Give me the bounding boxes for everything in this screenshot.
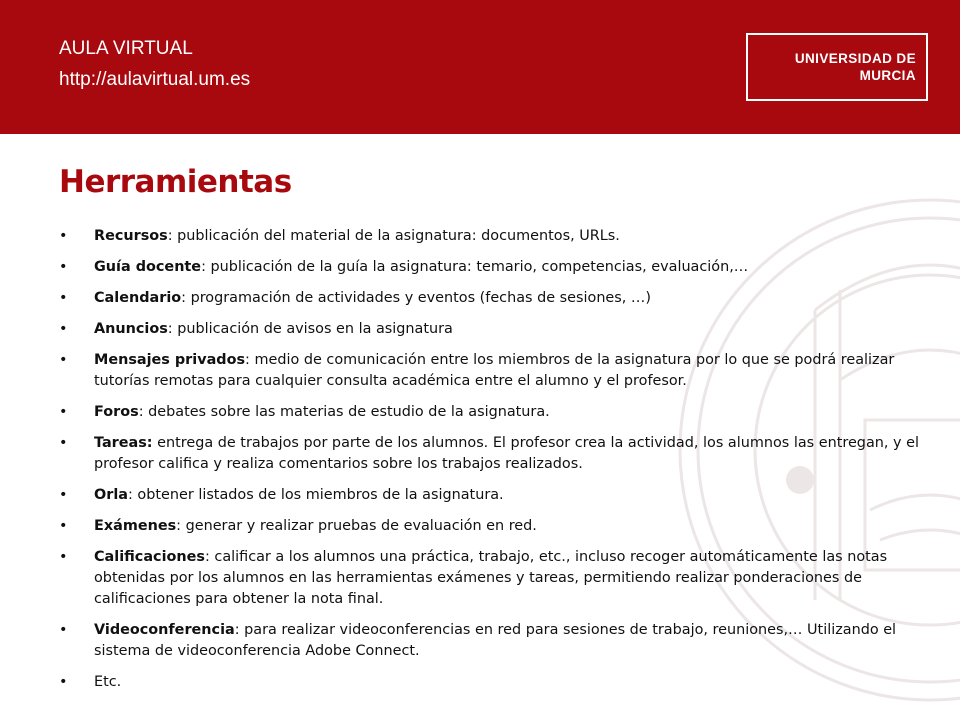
item-term: Orla [94,487,128,503]
item-term: Guía docente [94,259,202,275]
header-url[interactable]: http://aulavirtual.um.es [59,69,251,90]
item-separator: : [245,352,250,368]
item-separator: : [181,290,186,306]
bullet-icon: • [59,549,68,565]
item-separator: : [167,228,173,244]
list-item [58,257,940,278]
list-item [58,620,940,662]
list-item [58,319,940,340]
list-item [58,433,940,475]
item-separator: : [127,487,133,503]
item-term: Anuncios [94,321,168,337]
bullet-icon: • [59,674,68,690]
item-term: Recursos [94,228,168,244]
page-title: Herramientas [59,164,292,200]
list-item [58,288,940,309]
item-separator: : [167,321,173,337]
university-logo [746,33,928,101]
item-separator: : [138,404,144,420]
item-description: publicación de la guía la asignatura: temario, competencias, evaluación,… [205,259,749,275]
bullet-icon: • [59,518,68,534]
list-item [58,485,940,506]
item-separator: : [234,622,240,638]
list-item [58,516,940,537]
item-description: obtener listados de los miembros de la asignatura. [132,487,504,503]
item-separator: : [176,518,182,534]
bullet-icon: • [59,259,68,275]
logo-line-2: MURCIA [859,68,916,83]
list-item [58,350,940,392]
header-banner [0,0,960,134]
item-description: calificar a los alumnos una práctica, trabajo, etc., incluso recoger automáticamente las notas obtenidas por los alumnos en las herramientas exámenes y tareas, permitiendo realizar ponderaciones de calificaciones para obtener la nota final. [94,549,888,607]
item-description: programación de actividades y eventos (fechas de sesiones, …) [186,290,651,306]
item-description: entrega de trabajos por parte de los alumnos. El profesor crea la actividad, los alumnos las entregan, y el profesor califica y realiza comentarios sobre los trabajos realizados. [94,435,919,472]
item-description: Etc. [94,674,122,690]
bullet-icon: • [59,404,68,420]
item-term: Foros [94,404,139,420]
item-description: debates sobre las materias de estudio de la asignatura. [143,404,550,420]
bullet-icon: • [59,228,68,244]
item-description: publicación de avisos en la asignatura [172,321,453,337]
logo-line-1: UNIVERSIDAD DE [794,51,916,66]
list-item [58,226,940,247]
item-description: medio de comunicación entre los miembros de la asignatura por lo que se podrá realizar tutorías remotas para cualquier consulta académica entre el alumno y el profesor. [94,352,895,389]
bullet-icon: • [59,487,68,503]
header-title: AULA VIRTUAL [59,38,193,59]
bullet-icon: • [59,352,68,368]
list-item [58,402,940,423]
item-separator: : [201,259,206,275]
tools-list [58,226,940,703]
item-term: Videoconferencia [94,622,235,638]
item-term: Calificaciones [94,549,205,565]
item-term: Calendario [94,290,182,306]
item-description: para realizar videoconferencias en red para sesiones de trabajo, reuniones,… Utilizando el sistema de videoconferencia Adobe Connect. [94,622,897,659]
item-separator: : [204,549,210,565]
item-description: generar y realizar pruebas de evaluación en red. [181,518,537,534]
item-term: Tareas: [94,435,153,451]
bullet-icon: • [59,290,68,306]
bullet-icon: • [59,435,68,451]
bullet-icon: • [59,321,68,337]
item-term: Exámenes [94,518,177,534]
item-description: publicación del material de la asignatura: documentos, URLs. [172,228,620,244]
list-item [58,547,940,610]
bullet-icon: • [59,622,68,638]
item-term: Mensajes privados [94,352,246,368]
list-item [58,672,940,693]
